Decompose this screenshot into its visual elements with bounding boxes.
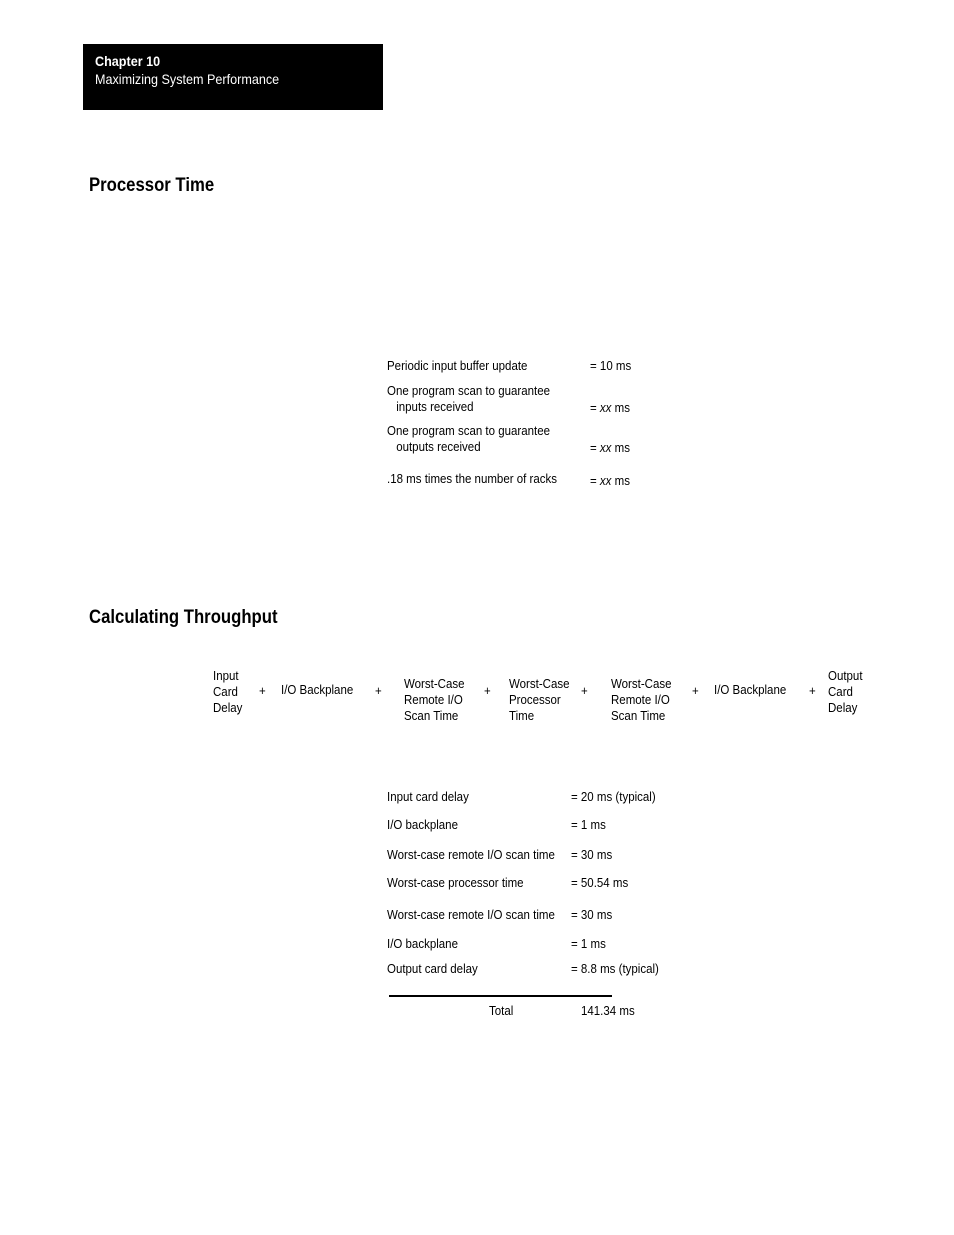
value-variable: xx [599,401,612,415]
term-line: Card [213,685,238,699]
value-variable: xx [599,441,612,455]
term-line: Input [213,669,239,683]
throughput-row-label: Output card delay [387,962,478,976]
total-value: 141.34 ms [581,1004,635,1018]
term-line: Delay [828,701,858,715]
throughput-row-value: = 20 ms (typical) [571,790,656,804]
throughput-row-value: = 8.8 ms (typical) [571,962,659,976]
throughput-row-label: Worst-case processor time [387,876,524,890]
formula-term [828,668,863,716]
processor-row-label [387,471,557,487]
value-prefix: = [590,441,600,455]
term-line: Time [509,709,535,723]
chapter-header [83,44,383,110]
value-text: ms [611,401,630,415]
plus-operator: + [581,684,588,698]
plus-operator: + [375,684,382,698]
throughput-row-value: = 30 ms [571,908,613,922]
formula-term [213,668,242,716]
throughput-row-label: Input card delay [387,790,469,804]
label-line: inputs received [396,400,474,414]
term-line: Worst-Case [611,677,672,691]
plus-operator: + [692,684,699,698]
term-line: Scan Time [611,709,666,723]
section-heading-processor-time: Processor Time [89,175,215,196]
throughput-row-value: = 50.54 ms [571,876,629,890]
term-line: Worst-Case [404,677,465,691]
chapter-number: Chapter 10 [95,53,161,69]
plus-operator: + [809,684,816,698]
value-prefix: = [590,401,600,415]
throughput-row-value: = 1 ms [571,937,606,951]
value-prefix: = [590,359,600,373]
plus-operator: + [259,684,266,698]
term-line: Delay [213,701,243,715]
processor-row-label [387,383,550,415]
formula-term [714,682,786,698]
throughput-row-value: = 1 ms [571,818,606,832]
processor-row-value [590,400,630,416]
total-label: Total [489,1004,514,1018]
term-line: Worst-Case [509,677,570,691]
processor-row-label [387,423,550,455]
term-line: Output [828,669,863,683]
term-line: Processor [509,693,561,707]
term-line: Remote I/O [611,693,670,707]
total-divider [389,995,612,997]
processor-row-value [590,358,631,374]
section-heading-calculating-throughput: Calculating Throughput [89,607,278,628]
value-text: ms [611,441,630,455]
throughput-row-label: I/O backplane [387,937,458,951]
throughput-row-value: = 30 ms [571,848,613,862]
processor-row-value [590,473,630,489]
chapter-title: Maximizing System Performance [95,71,280,87]
value-text: 10 ms [599,359,632,373]
term-line: I/O Backplane [714,683,787,697]
label-line: Periodic input buffer update [387,359,528,373]
processor-row-label [387,358,527,374]
value-variable: xx [599,474,612,488]
label-line: .18 ms times the number of racks [387,472,558,486]
throughput-row-label: Worst-case remote I/O scan time [387,848,555,862]
throughput-row-label: Worst-case remote I/O scan time [387,908,555,922]
label-line: One program scan to guarantee [387,424,551,438]
formula-term [404,676,465,724]
plus-operator: + [484,684,491,698]
term-line: Remote I/O [404,693,463,707]
formula-term [509,676,570,724]
formula-term [281,682,353,698]
throughput-row-label: I/O backplane [387,818,458,832]
term-line: Card [828,685,853,699]
term-line: I/O Backplane [281,683,354,697]
formula-term [611,676,672,724]
value-prefix: = [590,474,600,488]
value-text: ms [611,474,630,488]
label-line: One program scan to guarantee [387,384,551,398]
term-line: Scan Time [404,709,459,723]
processor-row-value [590,440,630,456]
label-line: outputs received [396,440,481,454]
